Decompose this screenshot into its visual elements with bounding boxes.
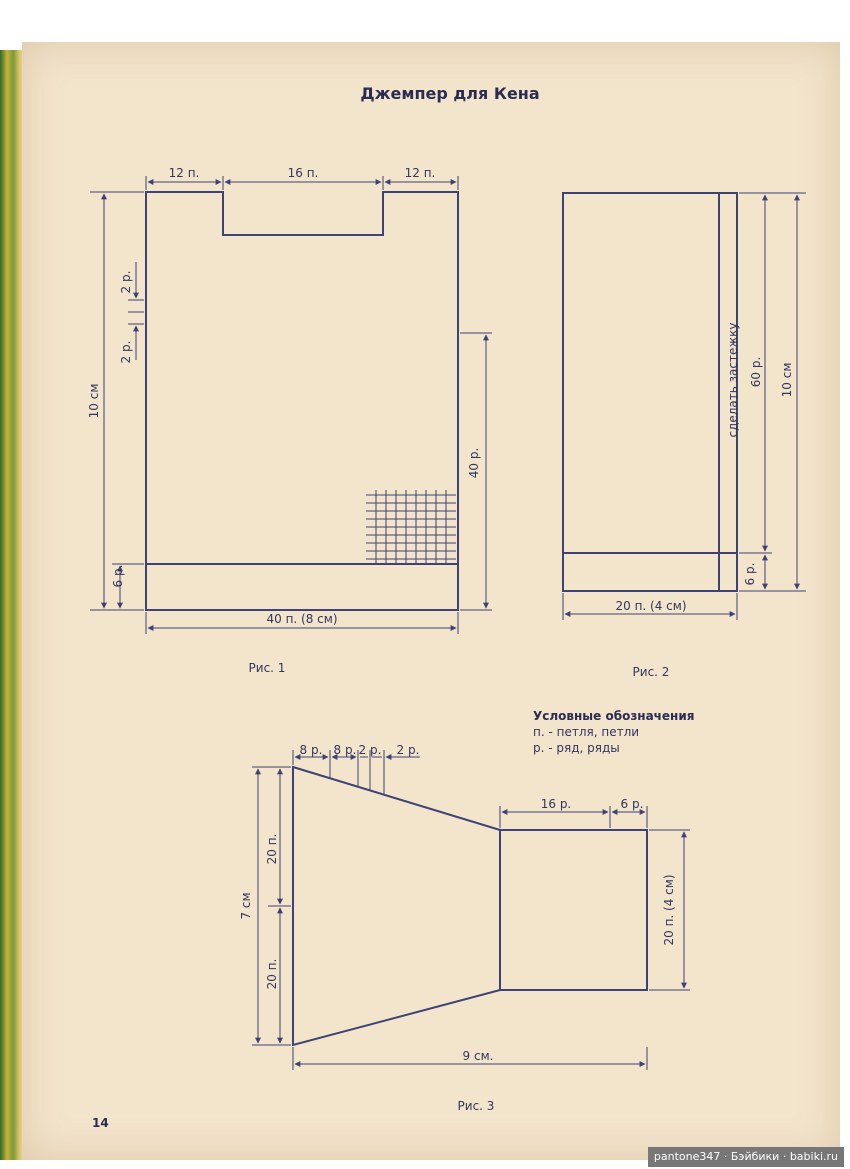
fig3-dim-top-4: 2 р.: [396, 743, 420, 757]
fig3-dim-cuff-1: 16 р.: [540, 797, 572, 811]
fig3-dim-right-height: 20 п. (4 см): [662, 874, 676, 946]
legend-line-1: п. - петля, петли: [533, 725, 640, 739]
fig2-dim-height-cm: 10 см: [780, 362, 794, 398]
legend-line-2: р. - ряд, ряды: [533, 741, 620, 755]
fig1-dim-top-mid: 16 п.: [287, 166, 319, 180]
fig3-dim-cuff-2: 6 р.: [620, 797, 644, 811]
fig2-dim-height-rows: 60 р.: [749, 356, 763, 388]
page-title: Джемпер для Кена: [360, 84, 540, 103]
fig2-dim-bottom-rows: 6 р.: [743, 562, 757, 586]
legend-heading: Условные обозначения: [533, 709, 695, 723]
fig1-dim-left-total: 10 см: [87, 383, 101, 419]
fig1-dim-right-height: 40 р.: [467, 447, 481, 479]
fig1-dim-top-left: 12 п.: [168, 166, 200, 180]
fig2-back-panel: [563, 193, 806, 679]
fig1-stitch-grid: [366, 490, 456, 564]
fig3-outline: [293, 767, 647, 1045]
page-number: 14: [92, 1116, 109, 1130]
fig3-dim-left-top: 20 п.: [265, 833, 279, 865]
fig1-front-panel: [87, 166, 492, 675]
fig3-caption: Рис. 3: [457, 1099, 495, 1113]
fig1-dim-rows-a: 2 р.: [119, 270, 133, 294]
fig3-dim-top-3: 2 р.: [358, 743, 382, 757]
fig3-dim-top-2: 8 р.: [333, 743, 357, 757]
fig3-dim-left-total: 7 см: [239, 892, 253, 920]
fig1-dim-rows-c: 6 р.: [111, 564, 125, 588]
fig2-caption: Рис. 2: [632, 665, 670, 679]
fig3-dim-bottom-width: 9 см.: [462, 1049, 494, 1063]
fig2-outline: [563, 193, 737, 591]
fig2-dim-width: 20 п. (4 см): [615, 599, 687, 613]
fig1-caption: Рис. 1: [248, 661, 286, 675]
fig1-dim-bottom-width: 40 п. (8 см): [266, 612, 338, 626]
fig3-sleeve: [239, 743, 690, 1113]
legend: [533, 709, 694, 755]
fig1-dim-rows-b: 2 р.: [119, 340, 133, 364]
fig2-placket-note: сделать застежку: [726, 322, 740, 438]
watermark-bar: pantone347 · Бэйбики · babiki.ru: [648, 1147, 844, 1167]
fig3-dim-left-bottom: 20 п.: [265, 958, 279, 990]
fig1-outline: [146, 192, 458, 610]
fig1-dim-top-right: 12 п.: [404, 166, 436, 180]
fig3-dim-top-1: 8 р.: [299, 743, 323, 757]
